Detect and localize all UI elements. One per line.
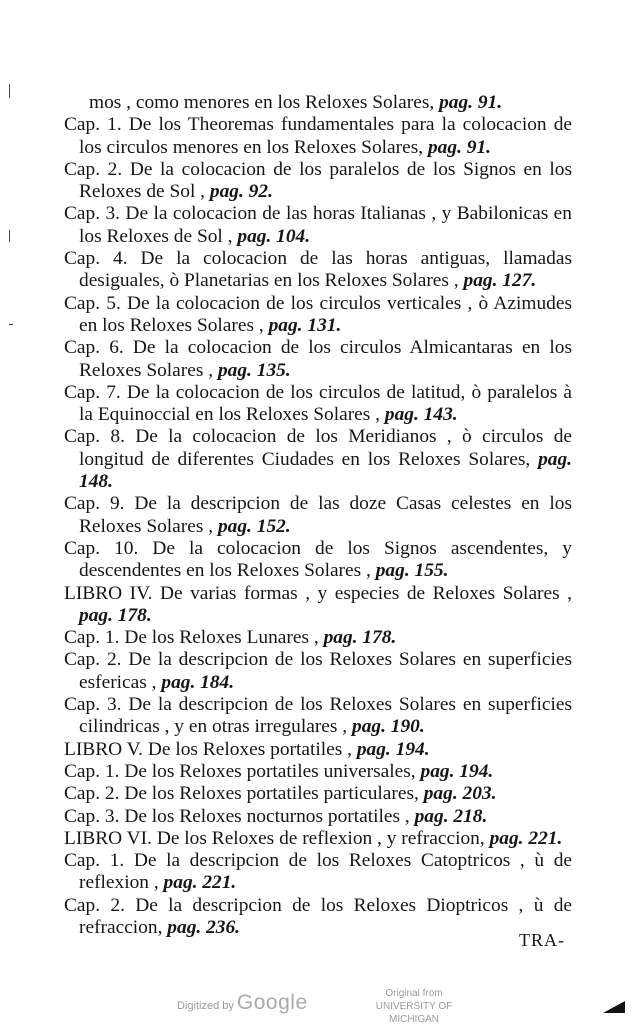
toc-entry xyxy=(64,783,572,805)
toc-entry-text: Cap. 1. De los Theoremas fundamentales para la colocacion de los circulos menores en los Reloxes Solares, xyxy=(64,114,572,158)
page-reference: pag. 92. xyxy=(209,181,273,203)
toc-entry-text: Cap. 5. De la colocacion de los circulos verticales , ò Azimudes en los Reloxes Solares , xyxy=(64,292,572,336)
page-corner-arrow-icon xyxy=(603,1001,625,1013)
page-reference: pag. 127. xyxy=(463,270,537,292)
page-reference: pag. 194. xyxy=(356,738,430,760)
toc-entry-text: Cap. 7. De la colocacion de los circulos de latitud, ò paralelos à la Equinoccial en los Reloxes Solares , xyxy=(64,381,572,426)
google-logo-text: Google xyxy=(236,991,308,1014)
scan-mark xyxy=(9,230,10,242)
toc-entry-text: Cap. 2. De la descripcion de los Reloxes Dioptricos , ù de refraccion, xyxy=(64,894,572,938)
page-reference: pag. 148. xyxy=(79,448,572,493)
page-reference: pag. 143. xyxy=(384,404,458,426)
toc-entry-text: Cap. 8. De la colocacion de los Meridianos , ò circulos de longitud de diferentes Ciudades en los Reloxes Solares, xyxy=(64,426,572,470)
page-reference: pag. 178. xyxy=(79,604,152,626)
page-reference: pag. 236. xyxy=(167,916,241,938)
toc-entry-text: Cap. 2. De los Reloxes portatiles particulares, xyxy=(64,783,419,805)
toc-entry-text: Cap. 3. De la descripcion de los Reloxes Solares en superficies cilindricas , y en otras irregulares , xyxy=(64,694,572,738)
toc-entry xyxy=(64,895,572,940)
toc-entry-text: LIBRO V. De los Reloxes portatiles , xyxy=(64,738,352,760)
toc-entry xyxy=(64,248,572,293)
scan-mark xyxy=(9,324,13,325)
toc-entry xyxy=(64,806,572,828)
toc-entry xyxy=(64,694,572,739)
page-reference: pag. 194. xyxy=(420,760,494,782)
toc-entry xyxy=(64,627,572,649)
toc-entry xyxy=(64,493,572,538)
page-reference: pag. 155. xyxy=(375,560,449,582)
toc-entry-text: Cap. 2. De la descripcion de los Reloxes Solares en superficies esfericas , xyxy=(64,649,572,693)
toc-entry xyxy=(64,828,572,850)
toc-entry-text: Cap. 9. De la descripcion de las doze Casas celestes en los Reloxes Solares , xyxy=(64,493,572,537)
toc-entry xyxy=(64,538,572,583)
toc-entry-text: LIBRO VI. De los Reloxes de reflexion , y refraccion, xyxy=(64,827,485,849)
toc-entry xyxy=(64,761,572,783)
page-reference: pag. 91. xyxy=(427,136,492,158)
page-reference: pag. 221. xyxy=(489,827,563,849)
table-of-contents xyxy=(64,92,572,939)
page-reference: pag. 218. xyxy=(414,805,488,827)
toc-entry xyxy=(64,159,572,204)
toc-entry xyxy=(64,293,572,338)
toc-entry-text: Cap. 10. De la colocacion de los Signos ascendentes, y descendentes en los Reloxes Solares , xyxy=(64,537,572,582)
toc-entry xyxy=(64,114,572,159)
toc-entry xyxy=(64,850,572,895)
toc-entry-text: Cap. 1. De los Reloxes portatiles universales, xyxy=(64,760,416,782)
toc-entry xyxy=(64,739,572,761)
toc-entry xyxy=(64,583,572,628)
digitized-by-google xyxy=(177,991,308,1015)
university-label: UNIVERSITY OF MICHIGAN xyxy=(375,1001,453,1025)
toc-entry xyxy=(64,649,572,694)
toc-entry xyxy=(64,382,572,427)
toc-entry-text: LIBRO IV. De varias formas , y especies de Reloxes Solares , xyxy=(64,582,572,604)
toc-entry-text: Cap. 6. De la colocacion de los circulos Almicantaras en los Reloxes Solares , xyxy=(64,337,572,381)
catchword: TRA- xyxy=(519,930,565,950)
toc-entry-text: Cap. 2. De la colocacion de los paralelos de los Signos en los Reloxes de Sol , xyxy=(64,158,572,203)
page-reference: pag. 131. xyxy=(268,314,342,336)
digitized-by-label: Digitized by xyxy=(177,1000,234,1012)
page-reference: pag. 221. xyxy=(163,872,237,894)
page-reference: pag. 190. xyxy=(352,716,425,738)
page-reference: pag. 91. xyxy=(439,92,503,113)
page-reference: pag. 152. xyxy=(217,515,291,537)
toc-entry xyxy=(64,92,572,114)
toc-entry xyxy=(64,203,572,248)
library-credit xyxy=(354,987,474,1026)
toc-entry-text: Cap. 3. De los Reloxes nocturnos portatiles , xyxy=(64,805,410,827)
page-reference: pag. 178. xyxy=(323,627,397,649)
scan-mark xyxy=(9,84,10,98)
page-reference: pag. 203. xyxy=(423,783,497,805)
page-reference: pag. 184. xyxy=(161,671,235,693)
page-reference: pag. 135. xyxy=(217,359,291,381)
toc-entry-text: Cap. 1. De los Reloxes Lunares , xyxy=(64,627,319,649)
toc-entry-text: Cap. 1. De la descripcion de los Reloxes Catoptricos , ù de reflexion , xyxy=(64,850,572,894)
toc-entry xyxy=(64,426,572,493)
toc-entry-text: mos , como menores en los Reloxes Solares, xyxy=(89,92,435,113)
toc-entry-text: Cap. 4. De la colocacion de las horas antiguas, llamadas desiguales, ò Planetarias en los Reloxes Solares , xyxy=(64,248,572,292)
toc-entry-text: Cap. 3. De la colocacion de las horas Italianas , y Babilonicas en los Reloxes de Sol , xyxy=(64,203,572,247)
page-reference: pag. 104. xyxy=(237,225,311,247)
original-from-label: Original from xyxy=(385,988,443,999)
toc-entry xyxy=(64,337,572,382)
